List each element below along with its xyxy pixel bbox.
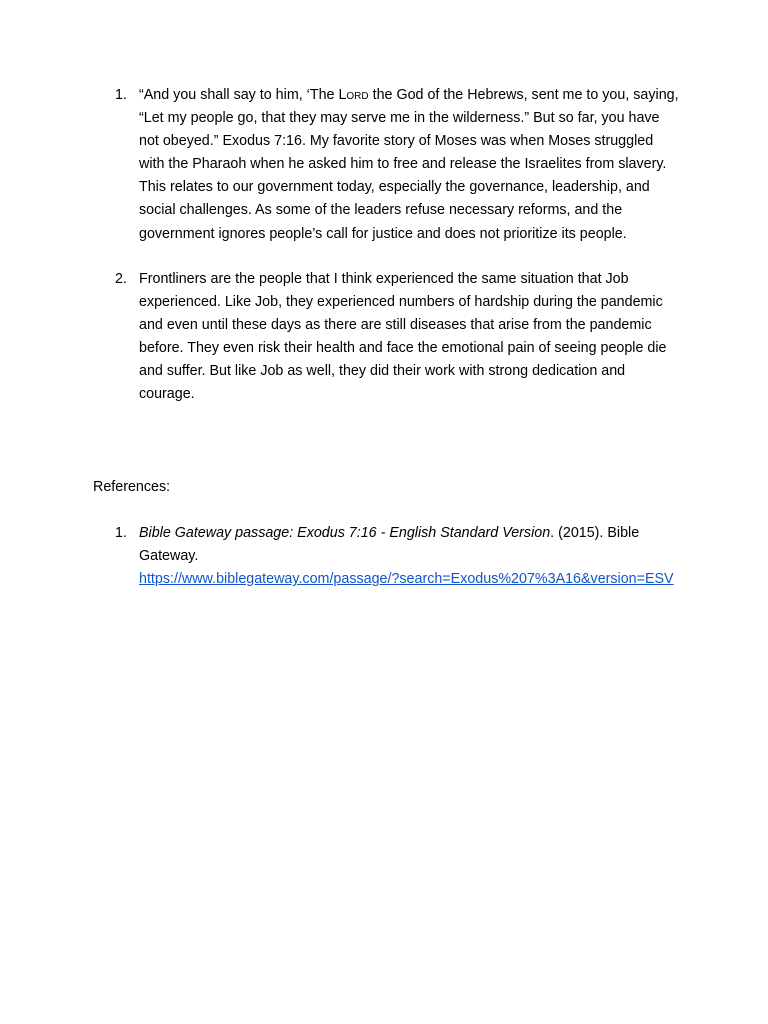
reference-item-1 xyxy=(115,522,679,591)
answer-text-rest: the God of the Hebrews, sent me to you, saying, “Let my people go, that they may serve me in the wilderness.” But so far, you have not obeyed.” Exodus 7:16. My favorite story of Moses was when Moses struggled with the Pharaoh when he asked him to free and release the Israelites from slavery. This relates to our government today, especially the governance, leadership, and social challenges. As some of the leaders refuse necessary reforms, and the government ignores people’s call for justice and does not prioritize its people. xyxy=(139,87,679,242)
references-heading: References: xyxy=(93,479,171,495)
answer-paragraph: Frontliners are the people that I think experienced the same situation that Job experienced. Like Job, they experienced numbers of hardship during the pandemic and even until these days as there are still diseases that arise from the pandemic before. They even risk their health and face the emotional pain of seeing people die and suffer. But like Job as well, they did their work with strong dedication and courage. xyxy=(139,271,667,403)
list-number: 2. xyxy=(115,271,127,287)
answer-text-start: “And you shall say to him, ‘The xyxy=(139,87,339,103)
list-number: 1. xyxy=(115,87,127,103)
reference-details: . (2015). Bible Gateway. xyxy=(139,525,640,565)
reference-title: Bible Gateway passage: Exodus 7:16 - English Standard Version xyxy=(139,525,551,541)
reference-citation xyxy=(139,522,679,591)
answer-item-2 xyxy=(115,268,679,407)
list-number: 1. xyxy=(115,525,127,541)
lord-small-caps: Lord xyxy=(338,87,369,103)
reference-link[interactable]: https://www.biblegateway.com/passage/?search=Exodus%207%3A16&version=ESV xyxy=(139,571,674,588)
answer-item-1 xyxy=(115,84,679,246)
answer-paragraph xyxy=(139,84,679,246)
